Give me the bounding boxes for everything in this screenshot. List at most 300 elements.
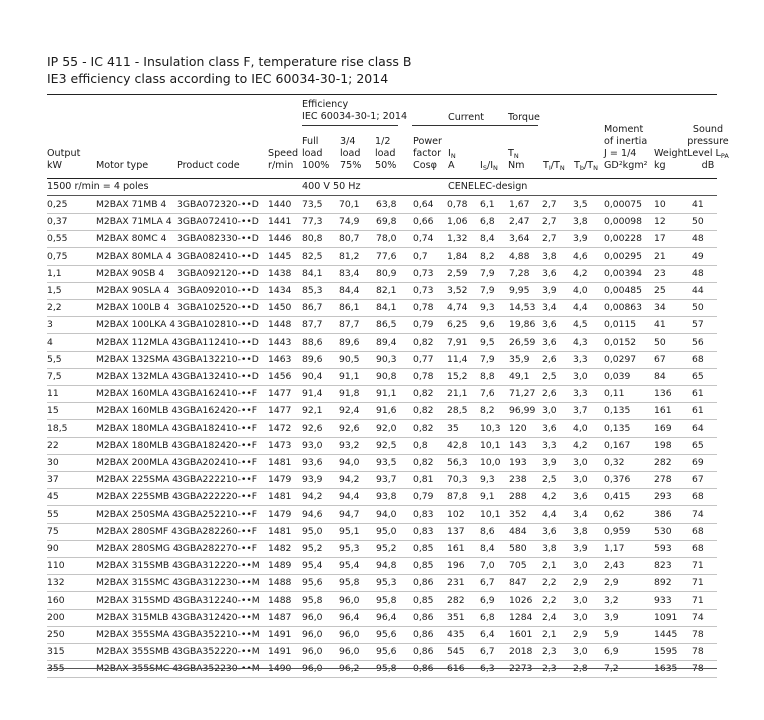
header-current-group: Current <box>448 112 485 123</box>
cell-tb-tn: 3,0 <box>573 560 588 572</box>
cell-current: 15,2 <box>447 371 468 382</box>
cell-power-factor: 0,86 <box>413 629 434 640</box>
cell-tb-tn: 3,3 <box>573 353 588 365</box>
cell-speed: 1473 <box>268 439 292 451</box>
cell-tl-tn: 2,7 <box>542 216 557 228</box>
cell-output: 2,2 <box>47 302 62 314</box>
cell-weight: 25 <box>654 285 666 296</box>
cell-product-code: 3GBA282260-••F <box>177 525 258 537</box>
table-row <box>47 351 717 369</box>
table-row <box>47 454 717 472</box>
cell-weight: 21 <box>654 250 666 262</box>
cell-eff-50: 95,8 <box>376 663 397 675</box>
cell-sound: 74 <box>692 611 704 623</box>
cell-motor-type: M2BAX 80MC 4 <box>96 233 167 245</box>
cell-eff-75: 91,1 <box>339 371 360 382</box>
cell-is-in: 6,7 <box>480 577 495 589</box>
section-voltage-label: 400 V 50 Hz <box>302 181 361 192</box>
cell-eff-full: 84,1 <box>302 267 323 279</box>
cell-tl-tn: 3,6 <box>542 267 557 279</box>
cell-power-factor: 0,7 <box>413 250 428 262</box>
cell-product-code: 3GBA352230-••M <box>177 663 260 675</box>
cell-tb-tn: 3,6 <box>573 491 588 503</box>
cell-power-factor: 0,85 <box>413 543 434 554</box>
cell-sound: 68 <box>692 543 704 554</box>
cell-current: 161 <box>447 543 465 554</box>
cell-eff-full: 93,9 <box>302 474 323 486</box>
header-full-load: Full load 100% <box>302 136 330 171</box>
cell-is-in: 9,3 <box>480 474 495 486</box>
cell-is-in: 6,7 <box>480 646 495 658</box>
cell-sound: 56 <box>692 336 704 348</box>
cell-tl-tn: 2,3 <box>542 663 557 675</box>
cell-sound: 44 <box>692 285 704 296</box>
cell-sound: 65 <box>692 371 704 382</box>
table-row <box>47 437 717 455</box>
cell-inertia: 0,00394 <box>604 267 642 279</box>
table-row <box>47 540 717 558</box>
cell-speed: 1441 <box>268 216 292 228</box>
cell-power-factor: 0,73 <box>413 267 434 279</box>
cell-power-factor: 0,86 <box>413 663 434 675</box>
cell-torque: 14,53 <box>509 302 536 314</box>
table-row <box>47 265 717 283</box>
top-rule <box>47 94 717 95</box>
cell-sound: 48 <box>692 267 704 279</box>
cell-output: 1,5 <box>47 285 62 296</box>
table-row <box>47 368 717 386</box>
cell-tl-tn: 2,1 <box>542 560 557 572</box>
cell-is-in: 8,4 <box>480 543 495 554</box>
cell-motor-type: M2BAX 280SMF 4 <box>96 525 177 537</box>
cell-output: 11 <box>47 388 59 400</box>
cell-current: 28,5 <box>447 405 468 417</box>
cell-eff-50: 91,6 <box>376 405 397 417</box>
cell-current: 6,25 <box>447 319 468 331</box>
cell-speed: 1490 <box>268 663 292 675</box>
cell-eff-full: 95,6 <box>302 577 323 589</box>
cell-sound: 78 <box>692 663 704 675</box>
cell-tb-tn: 4,2 <box>573 267 588 279</box>
header-three-quarter-load: 3/4 load 75% <box>340 136 362 171</box>
cell-torque: 2273 <box>509 663 533 675</box>
cell-eff-75: 94,4 <box>339 491 360 503</box>
cell-motor-type: M2BAX 250SMA 4 <box>96 508 178 520</box>
cell-current: 231 <box>447 577 465 589</box>
cell-speed: 1477 <box>268 405 292 417</box>
cell-torque: 9,95 <box>509 285 530 296</box>
cell-current: 0,78 <box>447 199 468 210</box>
cell-weight: 136 <box>654 388 672 400</box>
cell-speed: 1481 <box>268 525 292 537</box>
cell-motor-type: M2BAX 225SMA 4 <box>96 474 178 486</box>
table-row <box>47 282 717 300</box>
cell-power-factor: 0,74 <box>413 233 434 245</box>
cell-eff-75: 90,5 <box>339 353 360 365</box>
cell-tl-tn: 2,6 <box>542 353 557 365</box>
cell-eff-50: 93,5 <box>376 457 397 468</box>
cell-speed: 1482 <box>268 543 292 554</box>
header-motor-type: Motor type <box>96 160 149 171</box>
cell-tb-tn: 3,7 <box>573 405 588 417</box>
cell-current: 70,3 <box>447 474 468 486</box>
section-standard-label: CENELEC-design <box>448 181 528 192</box>
cell-weight: 50 <box>654 336 666 348</box>
cell-speed: 1448 <box>268 319 292 331</box>
cell-weight: 198 <box>654 439 672 451</box>
cell-eff-75: 96,0 <box>339 594 360 606</box>
cell-torque: 96,99 <box>509 405 536 417</box>
cell-tb-tn: 3,9 <box>573 543 588 554</box>
cell-eff-50: 95,6 <box>376 646 397 658</box>
cell-motor-type: M2BAX 315SMC 4 <box>96 577 179 589</box>
cell-inertia: 0,00228 <box>604 233 642 245</box>
cell-current: 102 <box>447 508 465 520</box>
table-row <box>47 557 717 575</box>
table-row <box>47 471 717 489</box>
cell-power-factor: 0,73 <box>413 285 434 296</box>
cell-product-code: 3GBA312230-••M <box>177 577 260 589</box>
cell-torque: 4,88 <box>509 250 530 262</box>
cell-is-in: 8,2 <box>480 405 495 417</box>
cell-output: 55 <box>47 508 59 520</box>
cell-torque: 1601 <box>509 629 533 640</box>
cell-speed: 1488 <box>268 577 292 589</box>
cell-current: 616 <box>447 663 465 675</box>
cell-torque: 2018 <box>509 646 533 658</box>
cell-power-factor: 0,85 <box>413 594 434 606</box>
table-row <box>47 385 717 403</box>
cell-sound: 61 <box>692 388 704 400</box>
cell-output: 3 <box>47 319 53 331</box>
cell-inertia: 2,43 <box>604 560 625 572</box>
cell-power-factor: 0,82 <box>413 405 434 417</box>
cell-output: 355 <box>47 663 65 675</box>
cell-torque: 120 <box>509 422 527 434</box>
cell-tl-tn: 3,8 <box>542 250 557 262</box>
cell-product-code: 3GBA092010-••D <box>177 285 259 296</box>
header-rule <box>47 178 717 179</box>
cell-weight: 1595 <box>654 646 678 658</box>
cell-weight: 161 <box>654 405 672 417</box>
cell-eff-full: 96,0 <box>302 646 323 658</box>
cell-power-factor: 0,82 <box>413 457 434 468</box>
cell-speed: 1481 <box>268 491 292 503</box>
cell-sound: 69 <box>692 457 704 468</box>
header-speed: Speed r/min <box>268 148 299 171</box>
cell-output: 0,37 <box>47 216 68 228</box>
cell-tb-tn: 3,4 <box>573 508 588 520</box>
cell-product-code: 3GBA222220-••F <box>177 491 258 503</box>
cell-weight: 1635 <box>654 663 678 675</box>
cell-output: 75 <box>47 525 59 537</box>
cell-weight: 1445 <box>654 629 678 640</box>
cell-power-factor: 0,85 <box>413 560 434 572</box>
cell-eff-50: 95,0 <box>376 525 397 537</box>
cell-weight: 892 <box>654 577 672 589</box>
cell-power-factor: 0,78 <box>413 371 434 382</box>
cell-torque: 26,59 <box>509 336 536 348</box>
cell-speed: 1491 <box>268 646 292 658</box>
cell-speed: 1440 <box>268 199 292 210</box>
cell-tl-tn: 2,7 <box>542 199 557 210</box>
cell-speed: 1456 <box>268 371 292 382</box>
cell-output: 250 <box>47 629 65 640</box>
cell-current: 545 <box>447 646 465 658</box>
cell-eff-full: 95,0 <box>302 525 323 537</box>
cell-eff-50: 63,8 <box>376 199 397 210</box>
table-row <box>47 506 717 524</box>
cell-output: 0,55 <box>47 233 68 245</box>
cell-current: 435 <box>447 629 465 640</box>
cell-tb-tn: 3,9 <box>573 233 588 245</box>
header-efficiency-group: Efficiency <box>302 99 349 110</box>
cell-eff-75: 93,2 <box>339 439 360 451</box>
cell-torque: 19,86 <box>509 319 536 331</box>
cell-is-in: 10,1 <box>480 508 501 520</box>
header-starting-current-ratio: $I_S/I_N$ <box>480 160 498 172</box>
header-product-code: Product code <box>177 160 240 171</box>
cell-motor-type: M2BAX 132MLA 4 <box>96 371 178 382</box>
cell-eff-full: 86,7 <box>302 302 323 314</box>
cell-current: 1,32 <box>447 233 468 245</box>
cell-power-factor: 0,79 <box>413 491 434 503</box>
cell-tb-tn: 4,0 <box>573 422 588 434</box>
cell-sound: 71 <box>692 594 704 606</box>
cell-eff-75: 81,2 <box>339 250 360 262</box>
cell-torque: 288 <box>509 491 527 503</box>
cell-speed: 1472 <box>268 422 292 434</box>
cell-motor-type: M2BAX 90SB 4 <box>96 267 165 279</box>
cell-eff-50: 92,0 <box>376 422 397 434</box>
cell-eff-full: 95,2 <box>302 543 323 554</box>
cell-eff-50: 91,1 <box>376 388 397 400</box>
cell-weight: 278 <box>654 474 672 486</box>
cell-motor-type: M2BAX 71MB 4 <box>96 199 167 210</box>
current-torque-group-rule <box>412 125 538 126</box>
table-row <box>47 660 717 678</box>
cell-power-factor: 0,8 <box>413 439 428 451</box>
cell-power-factor: 0,64 <box>413 199 434 210</box>
cell-eff-75: 92,4 <box>339 405 360 417</box>
cell-current: 137 <box>447 525 465 537</box>
cell-product-code: 3GBA072410-••D <box>177 216 259 228</box>
cell-torque: 7,28 <box>509 267 530 279</box>
cell-speed: 1488 <box>268 594 292 606</box>
cell-weight: 386 <box>654 508 672 520</box>
cell-weight: 282 <box>654 457 672 468</box>
header-rated-current: $I_N$ A <box>448 148 456 171</box>
cell-product-code: 3GBA252210-••F <box>177 508 258 520</box>
cell-inertia: 7,2 <box>604 663 619 675</box>
cell-eff-full: 87,7 <box>302 319 323 331</box>
cell-eff-75: 70,1 <box>339 199 360 210</box>
cell-power-factor: 0,82 <box>413 388 434 400</box>
cell-eff-75: 96,2 <box>339 663 360 675</box>
cell-eff-full: 95,8 <box>302 594 323 606</box>
cell-current: 196 <box>447 560 465 572</box>
cell-eff-75: 84,4 <box>339 285 360 296</box>
cell-torque: 143 <box>509 439 527 451</box>
cell-output: 18,5 <box>47 422 68 434</box>
cell-eff-50: 69,8 <box>376 216 397 228</box>
cell-eff-50: 93,8 <box>376 491 397 503</box>
cell-eff-75: 96,4 <box>339 611 360 623</box>
cell-output: 37 <box>47 474 59 486</box>
table-row <box>47 488 717 506</box>
cell-eff-full: 88,6 <box>302 336 323 348</box>
cell-inertia: 0,0297 <box>604 353 637 365</box>
cell-eff-full: 96,0 <box>302 629 323 640</box>
cell-sound: 57 <box>692 319 704 331</box>
cell-current: 351 <box>447 611 465 623</box>
cell-inertia: 3,2 <box>604 594 619 606</box>
cell-is-in: 6,3 <box>480 663 495 675</box>
cell-current: 2,59 <box>447 267 468 279</box>
cell-current: 1,06 <box>447 216 468 228</box>
cell-is-in: 10,1 <box>480 439 501 451</box>
cell-output: 315 <box>47 646 65 658</box>
cell-inertia: 0,135 <box>604 422 631 434</box>
header-efficiency-standard: IEC 60034-30-1; 2014 <box>302 111 408 122</box>
cell-tl-tn: 4,4 <box>542 508 557 520</box>
cell-motor-type: M2BAX 100LKA 4 <box>96 319 176 331</box>
cell-eff-75: 94,7 <box>339 508 360 520</box>
cell-sound: 48 <box>692 233 704 245</box>
table-row <box>47 316 717 334</box>
cell-torque: 847 <box>509 577 527 589</box>
cell-inertia: 0,415 <box>604 491 631 503</box>
cell-eff-full: 93,0 <box>302 439 323 451</box>
cell-speed: 1450 <box>268 302 292 314</box>
cell-inertia: 3,9 <box>604 611 619 623</box>
cell-motor-type: M2BAX 355SMC 4 <box>96 663 179 675</box>
cell-eff-50: 95,3 <box>376 577 397 589</box>
cell-inertia: 0,376 <box>604 474 631 486</box>
cell-tb-tn: 3,0 <box>573 457 588 468</box>
cell-sound: 78 <box>692 629 704 640</box>
cell-sound: 61 <box>692 405 704 417</box>
cell-power-factor: 0,86 <box>413 577 434 589</box>
header-output: Output kW <box>47 148 81 171</box>
cell-motor-type: M2BAX 100LB 4 <box>96 302 170 314</box>
cell-motor-type: M2BAX 280SMG 4 <box>96 543 179 554</box>
cell-eff-50: 82,1 <box>376 285 397 296</box>
cell-motor-type: M2BAX 315MLB 4 <box>96 611 178 623</box>
cell-output: 5,5 <box>47 353 62 365</box>
cell-inertia: 0,167 <box>604 439 631 451</box>
cell-product-code: 3GBA132210-••D <box>177 353 259 365</box>
bottom-rule <box>47 668 717 669</box>
cell-product-code: 3GBA182410-••F <box>177 422 258 434</box>
cell-tb-tn: 4,3 <box>573 336 588 348</box>
cell-torque: 1,67 <box>509 199 530 210</box>
cell-speed: 1479 <box>268 508 292 520</box>
cell-weight: 67 <box>654 353 666 365</box>
cell-tl-tn: 2,7 <box>542 233 557 245</box>
cell-product-code: 3GBA282270-••F <box>177 543 258 554</box>
cell-sound: 41 <box>692 199 704 210</box>
cell-sound: 78 <box>692 646 704 658</box>
cell-eff-50: 93,7 <box>376 474 397 486</box>
cell-eff-75: 89,6 <box>339 336 360 348</box>
cell-tb-tn: 3,0 <box>573 594 588 606</box>
table-row <box>47 643 717 661</box>
cell-tb-tn: 4,5 <box>573 319 588 331</box>
cell-eff-75: 96,0 <box>339 629 360 640</box>
cell-current: 87,8 <box>447 491 468 503</box>
cell-tl-tn: 2,5 <box>542 371 557 382</box>
cell-eff-75: 94,2 <box>339 474 360 486</box>
cell-weight: 10 <box>654 199 666 210</box>
cell-eff-full: 96,0 <box>302 611 323 623</box>
header-rated-torque: $T_N$ Nm <box>508 148 525 171</box>
cell-torque: 193 <box>509 457 527 468</box>
cell-weight: 169 <box>654 422 672 434</box>
cell-tl-tn: 2,4 <box>542 611 557 623</box>
cell-product-code: 3GBA102810-••D <box>177 319 259 331</box>
cell-tl-tn: 3,8 <box>542 543 557 554</box>
cell-motor-type: M2BAX 180MLA 4 <box>96 422 178 434</box>
cell-is-in: 6,9 <box>480 594 495 606</box>
cell-weight: 823 <box>654 560 672 572</box>
cell-tb-tn: 4,0 <box>573 285 588 296</box>
cell-tb-tn: 3,0 <box>573 371 588 382</box>
efficiency-group-rule <box>302 125 398 126</box>
table-row <box>47 626 717 644</box>
cell-speed: 1481 <box>268 457 292 468</box>
cell-eff-50: 84,1 <box>376 302 397 314</box>
cell-speed: 1477 <box>268 388 292 400</box>
cell-output: 90 <box>47 543 59 554</box>
cell-eff-50: 89,4 <box>376 336 397 348</box>
cell-speed: 1487 <box>268 611 292 623</box>
cell-torque: 2,47 <box>509 216 530 228</box>
cell-eff-full: 94,6 <box>302 508 323 520</box>
cell-output: 15 <box>47 405 59 417</box>
cell-sound: 67 <box>692 474 704 486</box>
cell-tl-tn: 3,9 <box>542 285 557 296</box>
cell-eff-50: 95,2 <box>376 543 397 554</box>
cell-tb-tn: 3,0 <box>573 474 588 486</box>
cell-inertia: 0,62 <box>604 508 625 520</box>
cell-is-in: 8,4 <box>480 233 495 245</box>
cell-product-code: 3GBA222210-••F <box>177 474 258 486</box>
cell-current: 56,3 <box>447 457 468 468</box>
cell-is-in: 7,9 <box>480 285 495 296</box>
cell-eff-75: 92,6 <box>339 422 360 434</box>
cell-current: 282 <box>447 594 465 606</box>
cell-inertia: 0,00075 <box>604 199 642 210</box>
cell-tl-tn: 3,4 <box>542 302 557 314</box>
cell-inertia: 0,00098 <box>604 216 642 228</box>
cell-is-in: 10,0 <box>480 457 501 468</box>
header-weight: Weight kg <box>654 148 688 171</box>
cell-motor-type: M2BAX 160MLB 4 <box>96 405 178 417</box>
cell-output: 160 <box>47 594 65 606</box>
cell-is-in: 9,6 <box>480 319 495 331</box>
cell-sound: 74 <box>692 508 704 520</box>
cell-tb-tn: 2,9 <box>573 577 588 589</box>
cell-eff-75: 80,7 <box>339 233 360 245</box>
cell-tl-tn: 3,6 <box>542 525 557 537</box>
cell-inertia: 0,11 <box>604 388 625 400</box>
cell-inertia: 0,135 <box>604 405 631 417</box>
cell-product-code: 3GBA102520-••D <box>177 302 259 314</box>
cell-sound: 71 <box>692 577 704 589</box>
cell-tb-tn: 4,6 <box>573 250 588 262</box>
cell-product-code: 3GBA312240-••M <box>177 594 260 606</box>
